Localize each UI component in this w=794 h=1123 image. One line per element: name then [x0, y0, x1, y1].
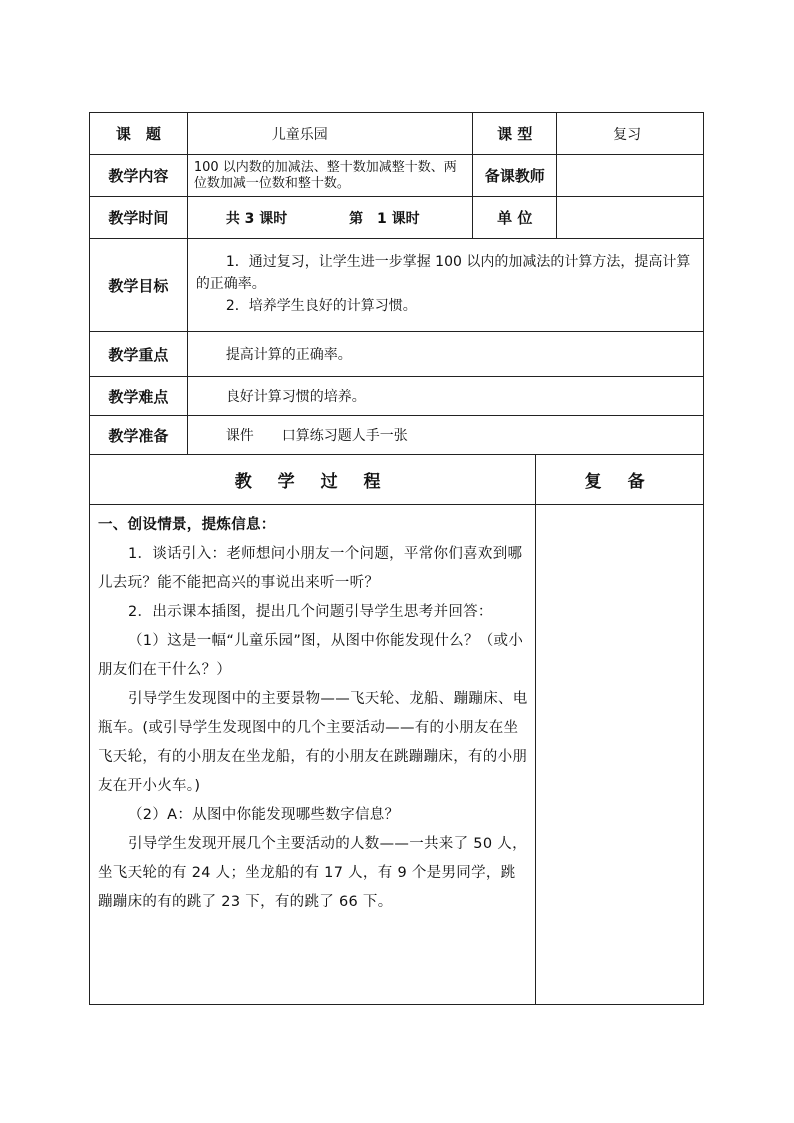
key-value: 提高计算的正确率。: [187, 332, 703, 377]
content-value: 100 以内数的加减法、整十数加减整十数、两位数加减一位数和整十数。: [187, 155, 473, 197]
key-label: 教学重点: [90, 332, 188, 377]
paragraph-2: 2．出示课本插图，提出几个问题引导学生思考并回答：: [128, 604, 493, 620]
goal-value: [187, 239, 703, 332]
paragraph-1: 1．谈话引入：老师想问小朋友一个问题，平常你们喜欢到哪儿去玩？能不能把高兴的事说出来听一听？: [98, 546, 523, 591]
difficulty-label: 教学难点: [90, 377, 188, 416]
section-heading: 一、创设情景，提炼信息：: [98, 517, 276, 533]
unit-label: 单 位: [473, 197, 557, 239]
topic-label: 课 题: [90, 113, 188, 155]
prep-label: 教学准备: [90, 416, 188, 455]
goal-label: 教学目标: [90, 239, 188, 332]
paragraph-5: （2）A：从图中你能发现哪些数字信息？: [128, 807, 400, 823]
time-total: 共 3 课时: [225, 210, 288, 227]
difficulty-value: 良好计算习惯的培养。: [187, 377, 703, 416]
paragraph-3: （1）这是一幅“儿童乐园”图，从图中你能发现什么？（或小朋友们在干什么？）: [98, 633, 524, 678]
unit-value: [557, 197, 704, 239]
teacher-value: [557, 155, 704, 197]
process-content: [90, 505, 536, 1005]
goal-item-2: 2．培养学生良好的计算习惯。: [225, 298, 417, 314]
paragraph-6: 引导学生发现开展几个主要活动的人数——一共来了 50 人，坐飞天轮的有 24 人；坐龙船的有 17 人，有 9 个是男同学，跳蹦蹦床的有的跳了 23 下，有的跳了 66 下。: [98, 836, 527, 910]
lesson-info-table: [89, 112, 704, 455]
prep-value: 课件 口算练习题人手一张: [187, 416, 703, 455]
time-current: 第 1 课时: [349, 210, 420, 227]
topic-value: 儿童乐园: [187, 113, 473, 155]
goal-item-1: 1．通过复习，让学生进一步掌握 100 以内的加减法的计算方法，提高计算的正确率。: [195, 254, 691, 292]
paragraph-4: 引导学生发现图中的主要景物——飞天轮、龙船、蹦蹦床、电瓶车。(或引导学生发现图中的几个主要活动——有的小朋友在坐飞天轮，有的小朋友在坐龙船，有的小朋友在跳蹦蹦床，有的小朋友在开小火车。): [98, 691, 528, 794]
remark-content: [536, 505, 704, 1005]
type-value: 复习: [557, 113, 704, 155]
type-label: 课 型: [473, 113, 557, 155]
content-label: 教学内容: [90, 155, 188, 197]
remark-title: 复 备: [536, 455, 704, 505]
time-value: [187, 197, 473, 239]
time-label: 教学时间: [90, 197, 188, 239]
process-title: 教 学 过 程: [90, 455, 536, 505]
teaching-process-table: [89, 454, 704, 1005]
teacher-label: 备课教师: [473, 155, 557, 197]
